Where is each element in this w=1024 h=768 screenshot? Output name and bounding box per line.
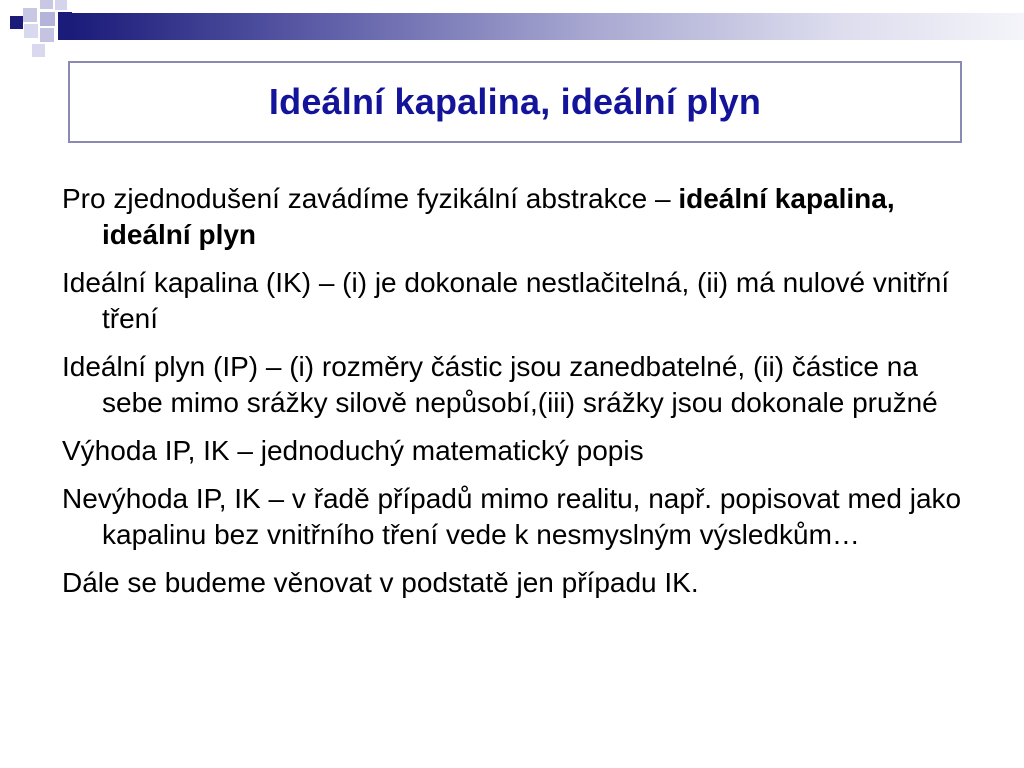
- list-item: [62, 181, 962, 253]
- item-text: Dále se budeme věnovat v podstatě jen případu IK.: [62, 567, 699, 598]
- decor-square: [55, 0, 67, 10]
- header-gradient-bar: [72, 13, 1024, 40]
- list-item: [62, 433, 962, 469]
- item-text: Výhoda IP, IK – jednoduchý matematický popis: [62, 435, 644, 466]
- title-box: [68, 61, 962, 143]
- decor-square: [40, 28, 54, 42]
- item-text: Ideální kapalina (IK) – (i) je dokonale nestlačitelná, (ii) má nulové vnitřní tření: [62, 267, 950, 334]
- decor-square: [40, 12, 55, 26]
- list-item: [62, 265, 962, 337]
- item-text: Nevýhoda IP, IK – v řadě případů mimo realitu, např. popisovat med jako kapalinu bez vnitřního tření vede k nesmyslným výsledkům…: [62, 483, 962, 550]
- corner-decoration: [0, 0, 1024, 60]
- item-bold-text: ideální kapalina, ideální plyn: [102, 183, 895, 250]
- list-item: [62, 349, 962, 421]
- decor-square: [58, 12, 72, 40]
- slide-title: Ideální kapalina, ideální plyn: [268, 81, 762, 122]
- list-item: [62, 481, 962, 553]
- bullet-list: [62, 181, 962, 613]
- decor-square: [40, 0, 53, 9]
- item-text: Pro zjednodušení zavádíme fyzikální abstrakce –: [62, 183, 679, 214]
- decor-square: [23, 8, 37, 22]
- item-text: Ideální plyn (IP) – (i) rozměry částic jsou zanedbatelné, (ii) částice na sebe mimo srážky silově nepůsobí,(iii) srážky jsou dokonale pružné: [62, 351, 938, 418]
- decor-square: [10, 16, 23, 29]
- list-item: [62, 565, 962, 601]
- decor-square: [32, 44, 45, 57]
- decor-square: [24, 24, 38, 38]
